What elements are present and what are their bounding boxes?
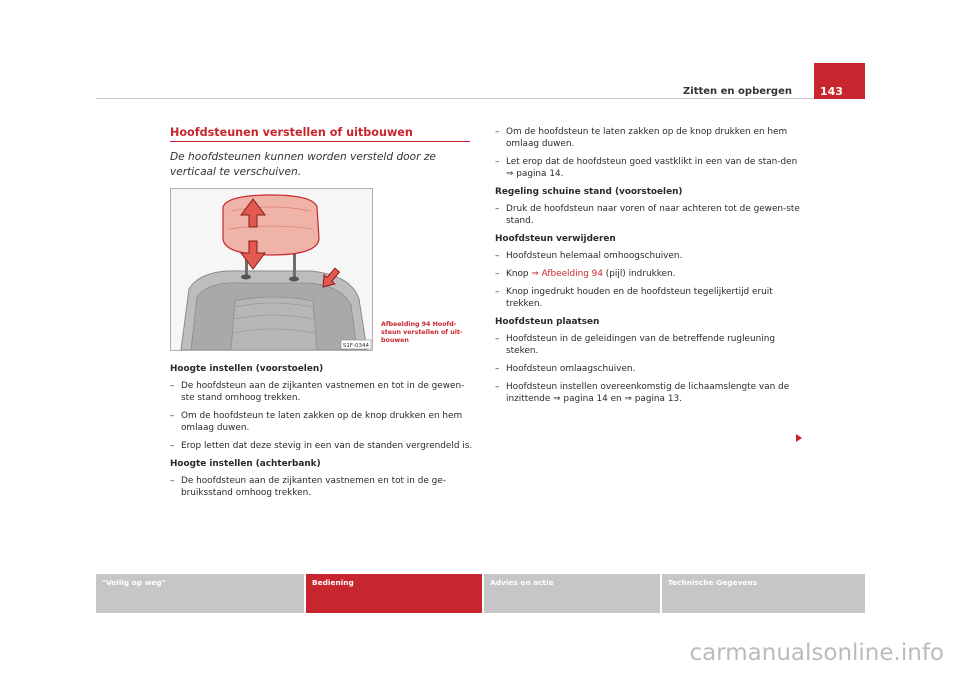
figure-code: S1F-0344 bbox=[342, 343, 370, 349]
list-item: – Om de hoofdsteun te laten zakken op de knop drukken en hem omlaag duwen. bbox=[495, 127, 788, 149]
section-title: Hoofdsteunen verstellen of uitbouwen bbox=[170, 126, 413, 139]
section-intro: De hoofdsteunen kunnen worden versteld door ze verticaal te verschuiven. bbox=[170, 151, 436, 178]
list-item: – De hoofdsteun aan de zijkanten vastnemen en tot in de ge-bruiksstand omhoog trekken. bbox=[170, 476, 446, 498]
header-rule bbox=[96, 98, 865, 99]
footer-tab-label: "Veilig op weg" bbox=[102, 578, 166, 587]
section-rule bbox=[170, 141, 470, 142]
subheading-tilt: Regeling schuine stand (voorstoelen) bbox=[495, 187, 683, 197]
list-item: – Hoofdsteun instellen overeenkomstig de lichaamslengte van de inzittende ⇒ pagina 14 en ⇒ pagina 13. bbox=[495, 382, 790, 404]
figure-caption: Afbeelding 94 Hoofd-steun verstellen of uit-bouwen bbox=[381, 321, 463, 344]
list-item: – Druk de hoofdsteun naar voren of naar achteren tot de gewen-ste stand. bbox=[495, 204, 800, 226]
page-number: 143 bbox=[814, 63, 865, 99]
list-item: – Hoofdsteun helemaal omhoogschuiven. bbox=[495, 251, 683, 261]
footer-tab-label: Technische Gegevens bbox=[668, 578, 758, 587]
list-item: – Hoofdsteun in de geleidingen van de betreffende rugleuning steken. bbox=[495, 334, 775, 356]
left-column bbox=[170, 363, 475, 505]
subheading-place: Hoofdsteun plaatsen bbox=[495, 317, 600, 327]
list-item: – Hoofdsteun omlaagschuiven. bbox=[495, 364, 636, 374]
right-column bbox=[495, 126, 800, 411]
subheading-height-front: Hoogte instellen (voorstoelen) bbox=[170, 364, 324, 374]
list-item: – Knop ingedrukt houden en de hoofdsteun tegelijkertijd eruit trekken. bbox=[495, 287, 773, 309]
footer-tab-bediening[interactable] bbox=[306, 574, 482, 613]
list-item: – Knop ⇒ Afbeelding 94 (pijl) indrukken. bbox=[495, 269, 676, 279]
headrest-figure bbox=[170, 188, 373, 351]
list-item: – Let erop dat de hoofdsteun goed vastklikt in een van de stan-den ⇒ pagina 14. bbox=[495, 157, 798, 179]
headrest-illustration bbox=[171, 189, 372, 350]
subheading-remove: Hoofdsteun verwijderen bbox=[495, 234, 616, 244]
list-item: – Om de hoofdsteun te laten zakken op de knop drukken en hem omlaag duwen. bbox=[170, 411, 463, 433]
footer-tab-veilig[interactable] bbox=[96, 574, 304, 613]
footer-tab-technische[interactable] bbox=[662, 574, 865, 613]
chapter-title: Zitten en opbergen bbox=[683, 86, 792, 97]
watermark: carmanualsonline.info bbox=[689, 640, 944, 666]
footer-tab-label: Bediening bbox=[312, 578, 354, 587]
list-item: – De hoofdsteun aan de zijkanten vastnemen en tot in de gewen-ste stand omhoog trekken. bbox=[170, 381, 465, 403]
list-item: – Erop letten dat deze stevig in een van de standen vergrendeld is. bbox=[170, 441, 473, 451]
footer-tab-label: Advies en actie bbox=[490, 578, 554, 587]
figure-link[interactable]: ⇒ Afbeelding 94 bbox=[531, 269, 603, 279]
subheading-height-rear: Hoogte instellen (achterbank) bbox=[170, 459, 321, 469]
continue-arrow-icon bbox=[796, 434, 802, 442]
footer-tab-advies[interactable] bbox=[484, 574, 660, 613]
